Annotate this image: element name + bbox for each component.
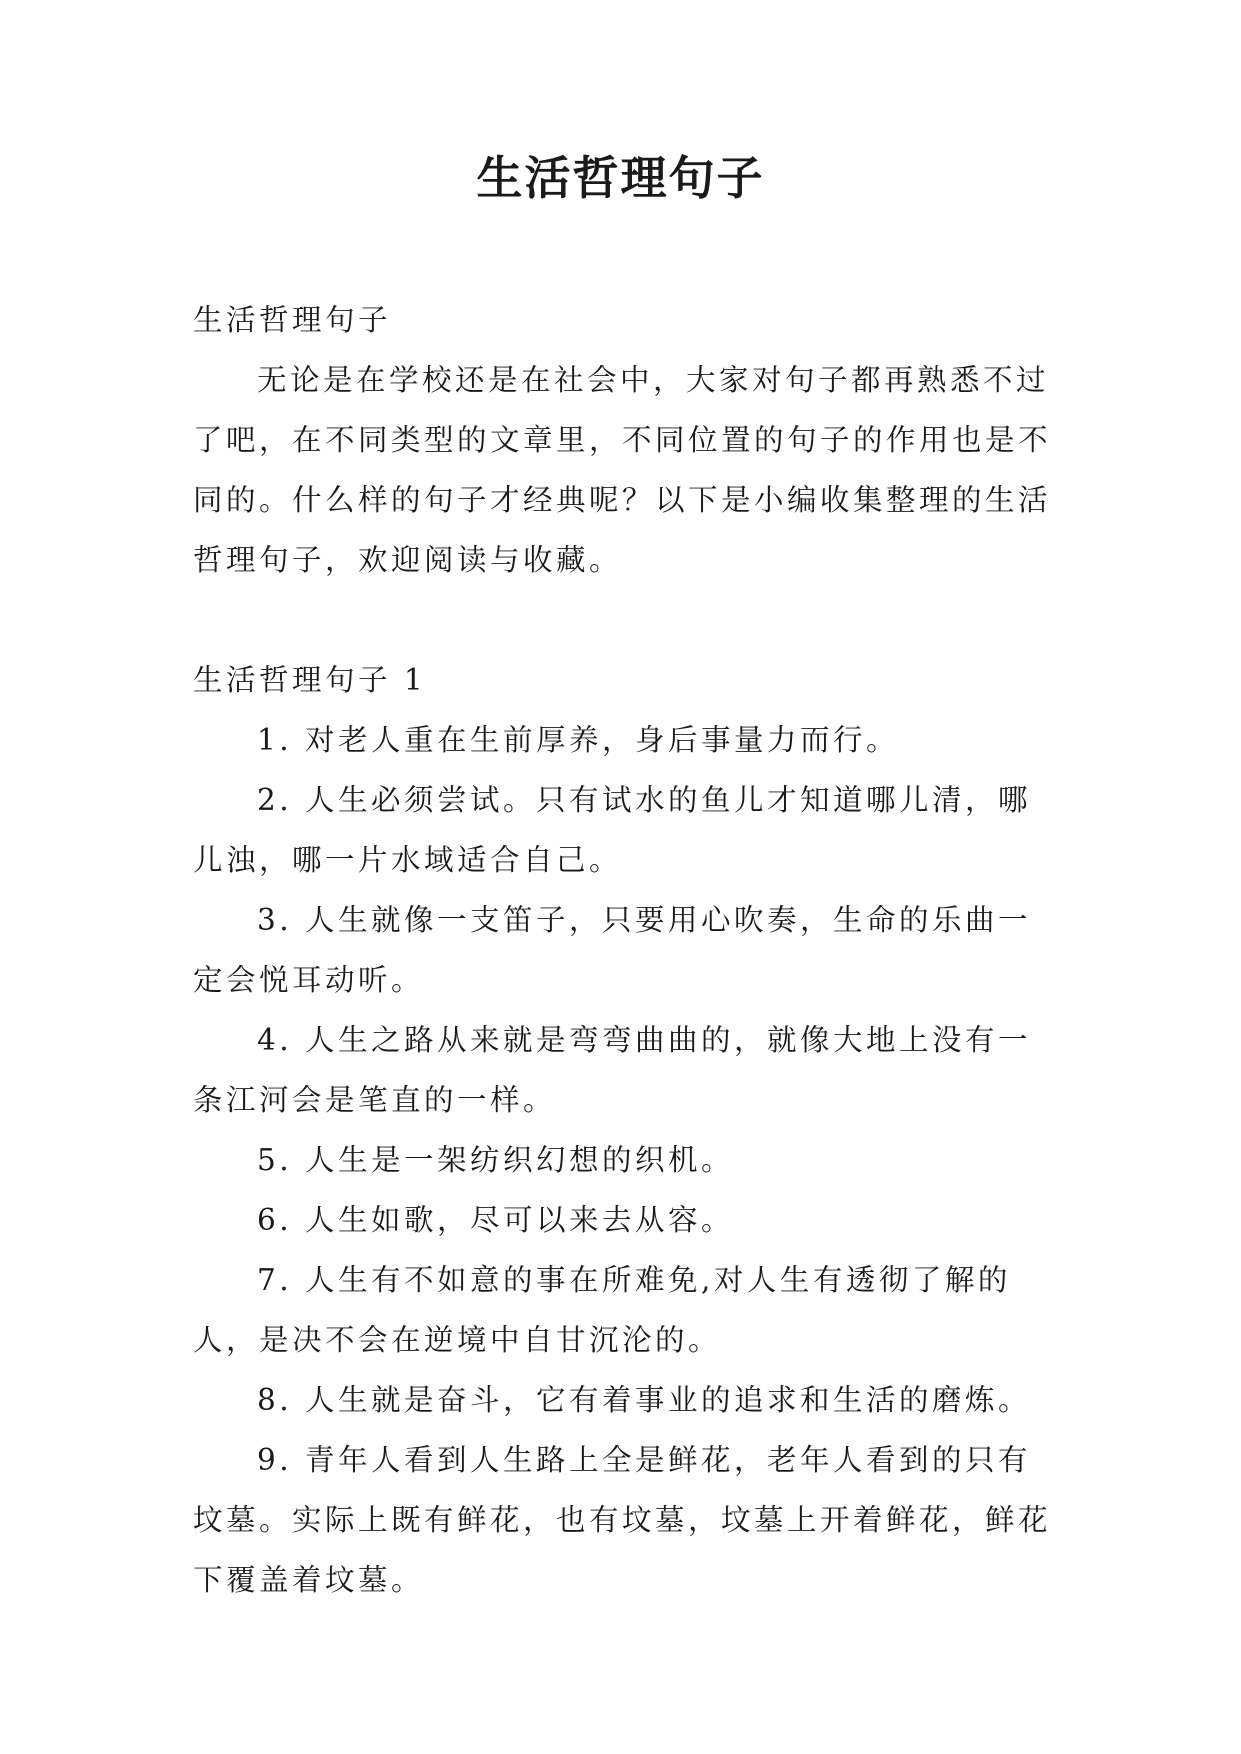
document-title: 生活哲理句子: [476, 151, 765, 205]
intro-heading: 生活哲理句子: [193, 303, 392, 337]
list-item: 2. 人生必须尝试。只有试水的鱼儿才知道哪儿清，哪儿浊，哪一片水域适合自己。: [193, 783, 1032, 877]
list-item: 1. 对老人重在生前厚养，身后事量力而行。: [257, 723, 900, 757]
list-item: 5. 人生是一架纺织幻想的织机。: [257, 1143, 735, 1177]
intro-paragraph: 无论是在学校还是在社会中，大家对句子都再熟悉不过了吧，在不同类型的文章里，不同位置的句子的作用也是不同的。什么样的句子才经典呢？以下是小编收集整理的生活哲理句子，欢迎阅读与收藏。: [193, 363, 1052, 577]
section-heading: 生活哲理句子 1: [193, 663, 427, 697]
document-body: [193, 290, 1055, 1610]
list-item: 7. 人生有不如意的事在所难免,对人生有透彻了解的人，是决不会在逆境中自甘沉沦的。: [193, 1263, 1011, 1357]
list-item: 6. 人生如歌，尽可以来去从容。: [257, 1203, 735, 1237]
list-item: 9. 青年人看到人生路上全是鲜花，老年人看到的只有坟墓。实际上既有鲜花，也有坟墓，坟墓上开着鲜花，鲜花下覆盖着坟墓。: [193, 1443, 1052, 1597]
section-spacer: [193, 590, 1055, 650]
list-item: 3. 人生就像一支笛子，只要用心吹奏，生命的乐曲一定会悦耳动听。: [193, 903, 1032, 997]
list-item: 4. 人生之路从来就是弯弯曲曲的，就像大地上没有一条江河会是笔直的一样。: [193, 1023, 1032, 1117]
list-item: 8. 人生就是奋斗，它有着事业的追求和生活的磨炼。: [257, 1383, 1032, 1417]
